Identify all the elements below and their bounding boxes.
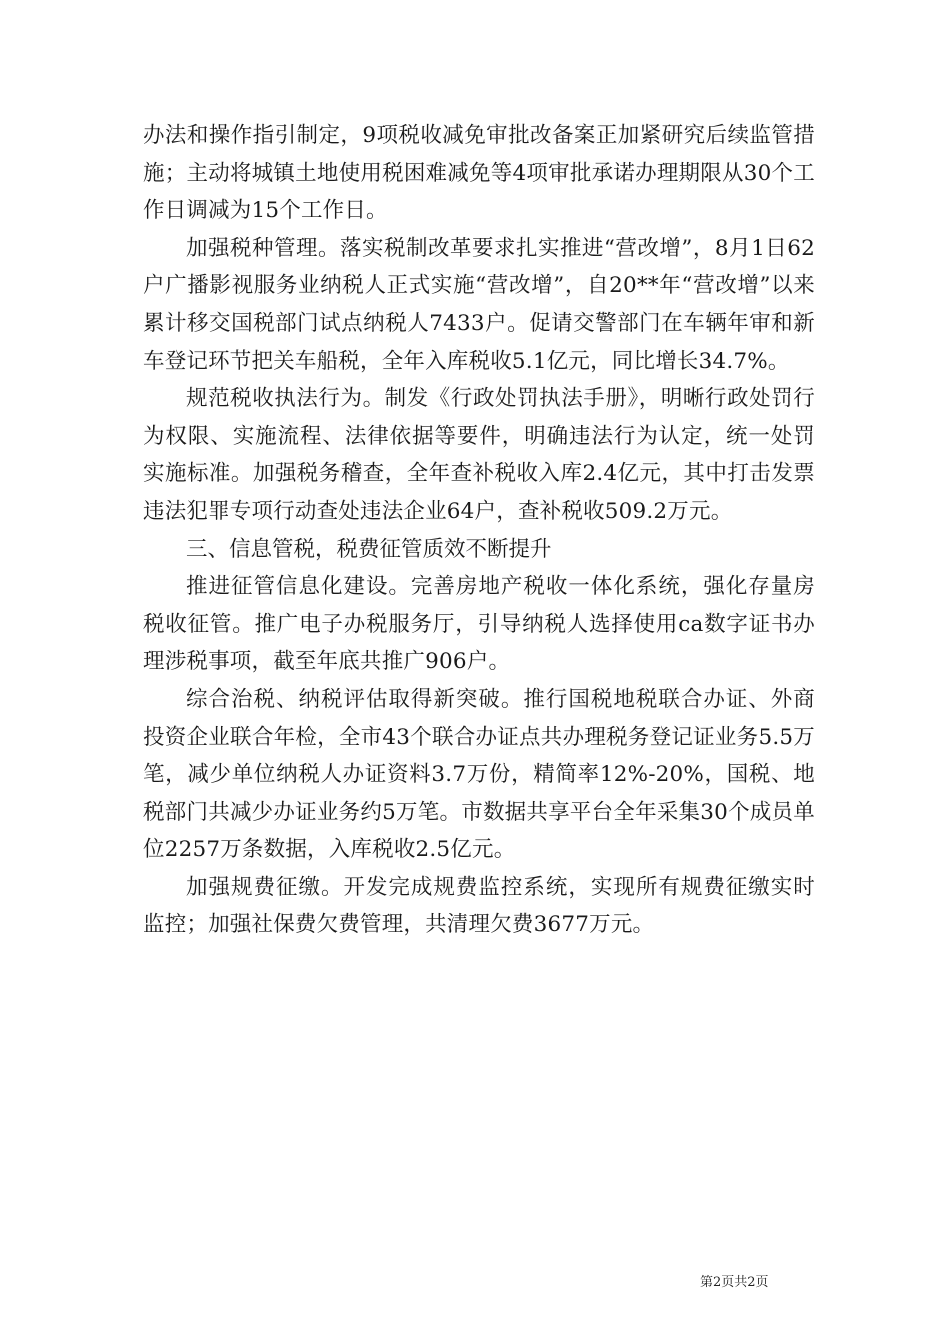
paragraph-informatization: 推进征管信息化建设。完善房地产税收一体化系统，强化存量房税收征管。推广电子办税服务厅，引导纳税人选择使用ca数字证书办理涉税事项，截至年底共推广906户。 <box>143 574 815 675</box>
page-number-footer: 第2页共2页 <box>700 1275 769 1290</box>
paragraph-continued: 办法和操作指引制定，9项税收减免审批改备案正加紧研究后续监管措施；主动将城镇土地使用税困难减免等4项审批承诺办理期限从30个工作日调减为15个工作日。 <box>143 123 815 224</box>
paragraph-tax-category-management: 加强税种管理。落实税制改革要求扎实推进“营改增”，8月1日62户广播影视服务业纳税人正式实施“营改增”，自20**年“营改增”以来累计移交国税部门试点纳税人7433户。促请交警部门在车辆年审和新车登记环节把关车船税，全年入库税收5.1亿元，同比增长34.7%。 <box>143 235 815 374</box>
paragraph-fee-collection: 加强规费征缴。开发完成规费监控系统，实现所有规费征缴实时监控；加强社保费欠费管理，共清理欠费3677万元。 <box>143 874 815 938</box>
document-body <box>143 117 815 944</box>
paragraph-comprehensive-tax-governance: 综合治税、纳税评估取得新突破。推行国税地税联合办证、外商投资企业联合年检，全市43个联合办证点共办理税务登记证业务5.5万笔，减少单位纳税人办证资料3.7万份，精简率12%-20%，国税、地税部门共减少办证业务约5万笔。市数据共享平台全年采集30个成员单位2257万条数据，入库税收2.5亿元。 <box>143 686 815 863</box>
section-heading: 三、信息管税，税费征管质效不断提升 <box>186 536 552 562</box>
paragraph-tax-enforcement: 规范税收执法行为。制发《行政处罚执法手册》，明晰行政处罚行为权限、实施流程、法律依据等要件，明确违法行为认定，统一处罚实施标准。加强税务稽查，全年查补税收入库2.4亿元，其中打击发票违法犯罪专项行动查处违法企业64户，查补税收509.2万元。 <box>143 386 815 524</box>
